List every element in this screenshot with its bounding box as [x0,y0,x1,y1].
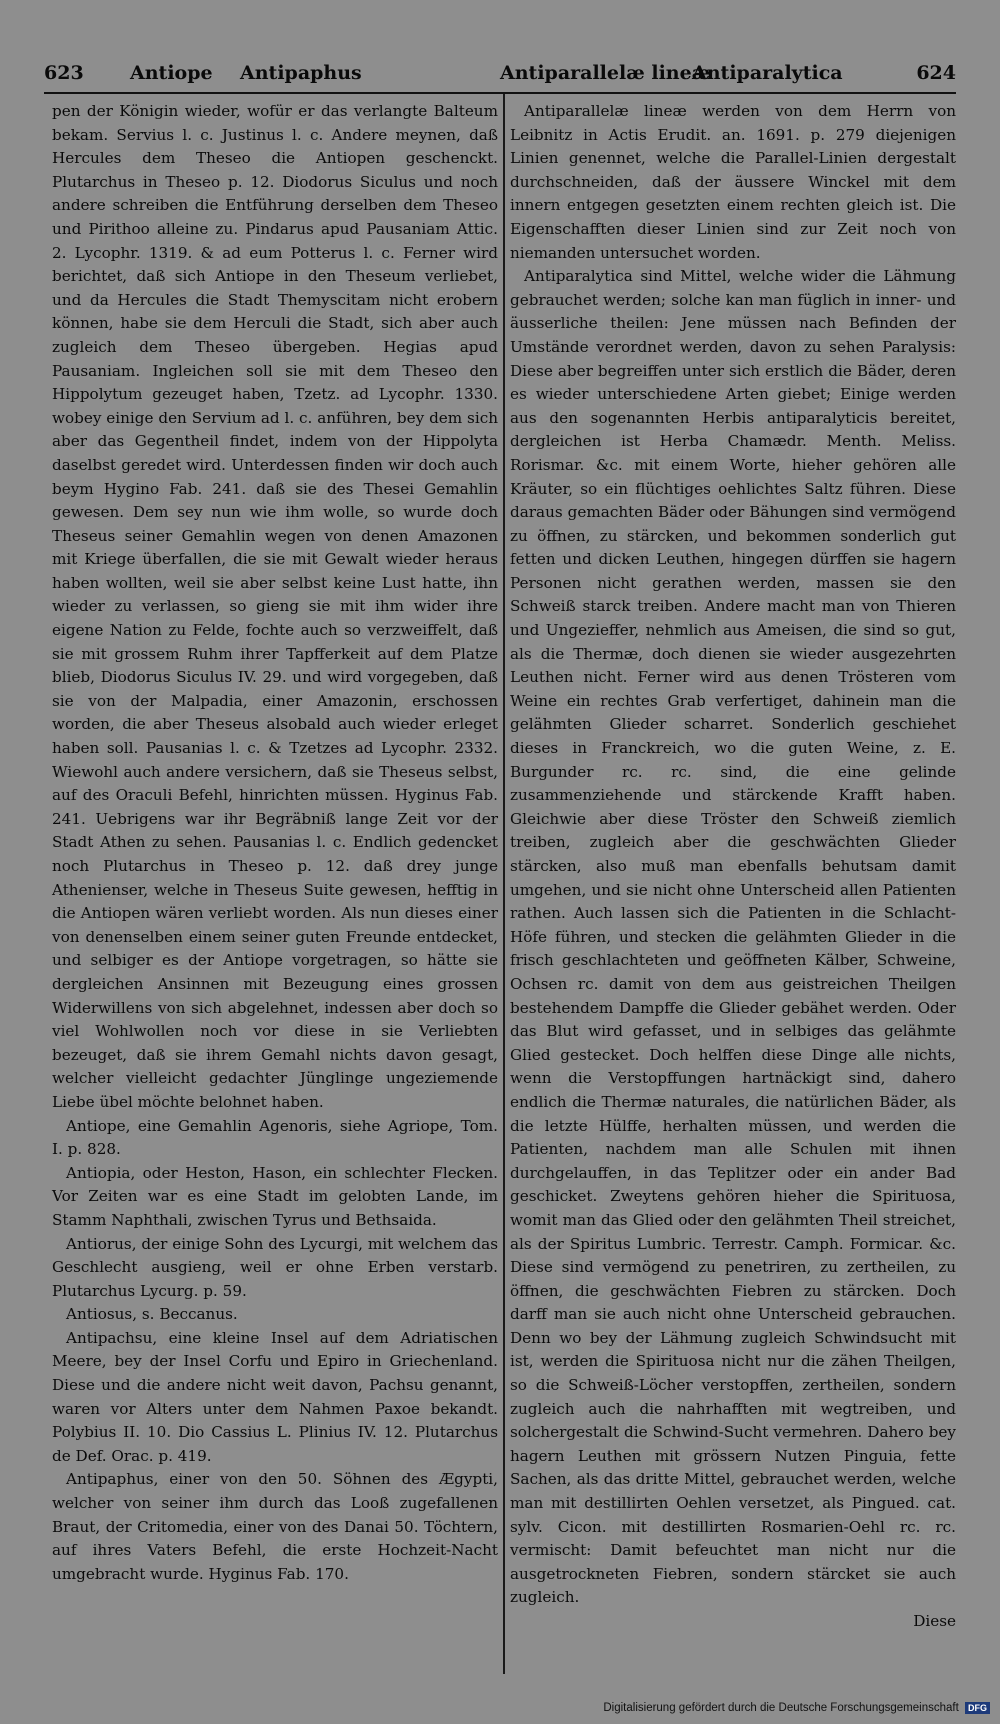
column-divider [503,94,505,1674]
entry-antiopia: Antiopia, oder Heston, Hason, ein schlechter Flecken. Vor Zeiten war es eine Stadt im gelobten Lande, im Stamm Naphthali, zwischen Tyrus und Bethsaida. [52,1163,498,1229]
entry-antiosus: Antiosus, s. Beccanus. [66,1305,238,1324]
page-number-right: 624 [916,62,956,84]
entry-antiparalytica: Antiparalytica sind Mittel, welche wider die Lähmung gebrauchet werden; solche kan man füglich in inner- und äusserliche theilen: Jene müssen nach Befinden der Umstände verordnet werden, davon zu sehen Paralysis: Diese aber begreiffen unter sich erstlich die Bäder, deren es wieder unterschiedene Arten giebet; Einige werden aus den sogenannten Herbis antiparalyticis bereitet, dergleichen ist Herba Chamædr. Menth. Meliss. Rorismar. &c. mit einem Worte, hieher gehören alle Kräuter, so ein flüchtiges oehlichtes Saltz führen. Diese daraus gemachten Bäder oder Bähungen sind vermögend zu öffnen, zu stärcken, und bekommen sonderlich gut fetten und dicken Leuthen, hingegen dürffen sie hagern Personen nicht gerathen werden, massen sie den Schweiß starck treiben. Andere macht man von Thieren und Ungezieffer, nehmlich aus Ameisen, die sind so gut, als die Thermæ, doch dienen sie wieder ausgezehrten Leuthen nicht. Ferner wird aus denen Trösteren vom Weine ein rechtes Grab verfertiget, dahinein man die gelähmten Glieder scharret. Sonderlich geschiehet dieses in Franckreich, wo die guten Weine, z. E. Burgunder rc. rc. sind, die eine gelinde zusammenziehende und stärckende Krafft haben. Gleichwie aber diese Tröster den Schweiß ziemlich treiben, zugleich aber die geschwächten Glieder stärcken, also muß man ebenfalls behutsam damit umgehen, und sie nicht ohne Unterscheid allen Patienten rathen. Auch lassen sich die Patienten in die Schlacht-Höfe führen, und stecken die gelähmten Glieder in die frisch geschlachteten und geöffneten Kälber, Schweine, Ochsen rc. damit von dem aus geistreichen Theilgen bestehendem Dampffe die Glieder gebähet werden. Oder das Blut wird gefasset, und in selbiges das gelähmte Glied gestecket. Doch helffen diese Dinge alle nichts, wenn die Verstopffungen hartnäckigt sind, dahero endlich die Thermæ naturales, die natürlichen Bäder, als die letzte Hülffe, herhalten müssen, und werden die Patienten, nachdem man alle Schulen mit ihnen durchgelauffen, in das Teplitzer oder ein ander Bad geschicket. Zweytens gehören hieher die Spirituosa, womit man das Glied oder den gelähmten Theil streichet, als der Spiritus Lumbric. Terrestr. Camph. Formicar. &c. Diese sind vermögend zu penetriren, zu zertheilen, zu öffnen, die geschwächten Fiebren zu stärcken. Doch darff man sie auch nicht ohne Unterscheid gebrauchen. Denn wo bey der Lähmung zugleich Schwindsucht mit ist, werden die Spirituosa nicht nur die zähen Theilgen, so die Schweiß-Löcher verstopffen, zertheilen, sondern zugleich auch die nahrhafften mit wegtreiben, und solchergestalt die Schwind-Sucht vermehren. Dahero bey hagern Leuthen mit grössern Nutzen Pinguia, fette Sachen, als das dritte Mittel, gebrauchet werden, welche man mit destillirten Oehlen versetzet, als Pingued. cat. sylv. Cicon. mit destillirten Rosmarien-Oehl rc. rc. vermischt: Damit befeuchtet man nicht nur die ausgetrockneten Fiebren, sondern stärcket sie auch zugleich. [510,267,956,1607]
header-keyword-antipaphus: Antipaphus [240,62,362,84]
header-keyword-antiparallelae: Antiparallelæ lineæ [500,62,711,84]
entry-antipachsu: Antipachsu, eine kleine Insel auf dem Adriatischen Meere, bey der Insel Corfu und Epiro in Griechenland. Diese und die andere nicht weit davon, Pachsu genannt, waren vor Alters unter dem Nahmen Paxoe bekandt. Polybius II. 10. Dio Cassius L. Plinius IV. 12. Plutarchus de Def. Orac. p. 419. [52,1328,498,1465]
header-keyword-antiparalytica: Antiparalytica [692,62,843,84]
entry-antiorus: Antiorus, der einige Sohn des Lycurgi, mit welchem das Geschlecht ausgieng, weil er ohne Erben verstarb. Plutarchus Lycurg. p. 59. [52,1234,498,1300]
dfg-logo: DFG [965,1702,990,1714]
header-keyword-antiope: Antiope [130,62,213,84]
digitization-footer [560,1702,990,1714]
left-column [52,100,498,1586]
catchword: Diese [913,1612,956,1630]
header-rule [44,92,956,94]
entry-antipaphus: Antipaphus, einer von den 50. Söhnen des Ægypti, welcher von seiner ihm durch das Looß zugefallenen Braut, der Critomedia, einer von des Danai 50. Töchtern, auf ihres Vaters Befehl, die erste Hochzeit-Nacht umgebracht wurde. Hyginus Fab. 170. [52,1470,498,1583]
page-number-left: 623 [44,62,84,84]
entry-antiope-continued: pen der Königin wieder, wofür er das verlangte Balteum bekam. Servius l. c. Justinus l. c. Andere meynen, daß Hercules dem Theseo die Antiopen geschenckt. Plutarchus in Theseo p. 12. Diodorus Siculus und noch andere schreiben die Entführung derselben dem Theseo und Pirithoo alleine zu. Pindarus apud Pausaniam Attic. 2. Lycophr. 1319. & ad eum Potterus l. c. Ferner wird berichtet, daß sich Antiope in den Theseum verliebet, und da Hercules die Stadt Themyscitam nicht erobern können, habe sie dem Herculi die Stadt, sich aber auch zugleich dem Theseo übergeben. Hegias apud Pausaniam. Ingleichen soll sie mit dem Theseo den Hippolytum gezeuget haben, Tzetz. ad Lycophr. 1330. wobey einige den Servium ad l. c. anführen, bey dem sich aber das Gegentheil findet, indem von der Hippolyta daselbst geredet wird. Unterdessen finden wir doch auch beym Hygino Fab. 241. daß sie des Thesei Gemahlin gewesen. Dem sey nun wie ihm wolle, so wurde doch Theseus seiner Gemahlin wegen von denen Amazonen mit Kriege überfallen, die sie mit Gewalt wieder heraus haben wollten, weil sie aber selbst keine Lust hatte, ihn wieder zu verlassen, so gieng sie mit ihm wider ihre eigene Nation zu Felde, fochte auch so verzweiffelt, daß sie mit grossem Ruhm ihrer Tapfferkeit auf dem Platze blieb, Diodorus Siculus IV. 29. und wird vorgegeben, daß sie von der Malpadia, einer Amazonin, erschossen worden, die aber Theseus alsobald auch wieder erleget haben soll. Pausanias l. c. & Tzetzes ad Lycophr. 2332. Wiewohl auch andere versichern, daß sie Theseus selbst, auf des Oraculi Befehl, hinrichten müssen. Hyginus Fab. 241. Uebrigens war ihr Begräbniß lange Zeit vor der Stadt Athen zu sehen. Pausanias l. c. Endlich gedencket noch Plutarchus in Theseo p. 12. daß drey junge Athenienser, welche in Theseus Suite gewesen, hefftig in die Antiopen wären verliebt worden. Als nun dieses einer von denenselben einem seiner guten Freunde entdecket, und selbiger es der Antiope vorgetragen, so hätte sie dergleichen Ansinnen mit Bezeugung eines grossen Widerwillens von sich abgelehnet, indessen aber doch so viel Wohlwollen noch vor diese in sie Verliebten bezeuget, daß sie ihrem Gemahl nichts davon gesagt, welcher vielleicht gedachter Jünglinge ungeziemende Liebe übel möchte belohnet haben. [52,102,498,1111]
right-column [510,100,956,1634]
entry-antiparallelae-lineae: Antiparallelæ lineæ werden von dem Herrn von Leibnitz in Actis Erudit. an. 1691. p. 279 diejenigen Linien genennet, welche die Parallel-Linien dergestalt durchschneiden, daß der äussere Winckel mit dem innern entgegen gesetzten einem rechten gleich ist. Die Eigenschafften dieser Linien sind zur Zeit noch von niemanden untersuchet worden. [510,102,956,262]
running-header [44,62,956,94]
entry-antiope-agenoris: Antiope, eine Gemahlin Agenoris, siehe Agriope, Tom. I. p. 828. [52,1116,498,1159]
footer-text: Digitalisierung gefördert durch die Deutsche Forschungsgemeinschaft [603,1702,959,1715]
